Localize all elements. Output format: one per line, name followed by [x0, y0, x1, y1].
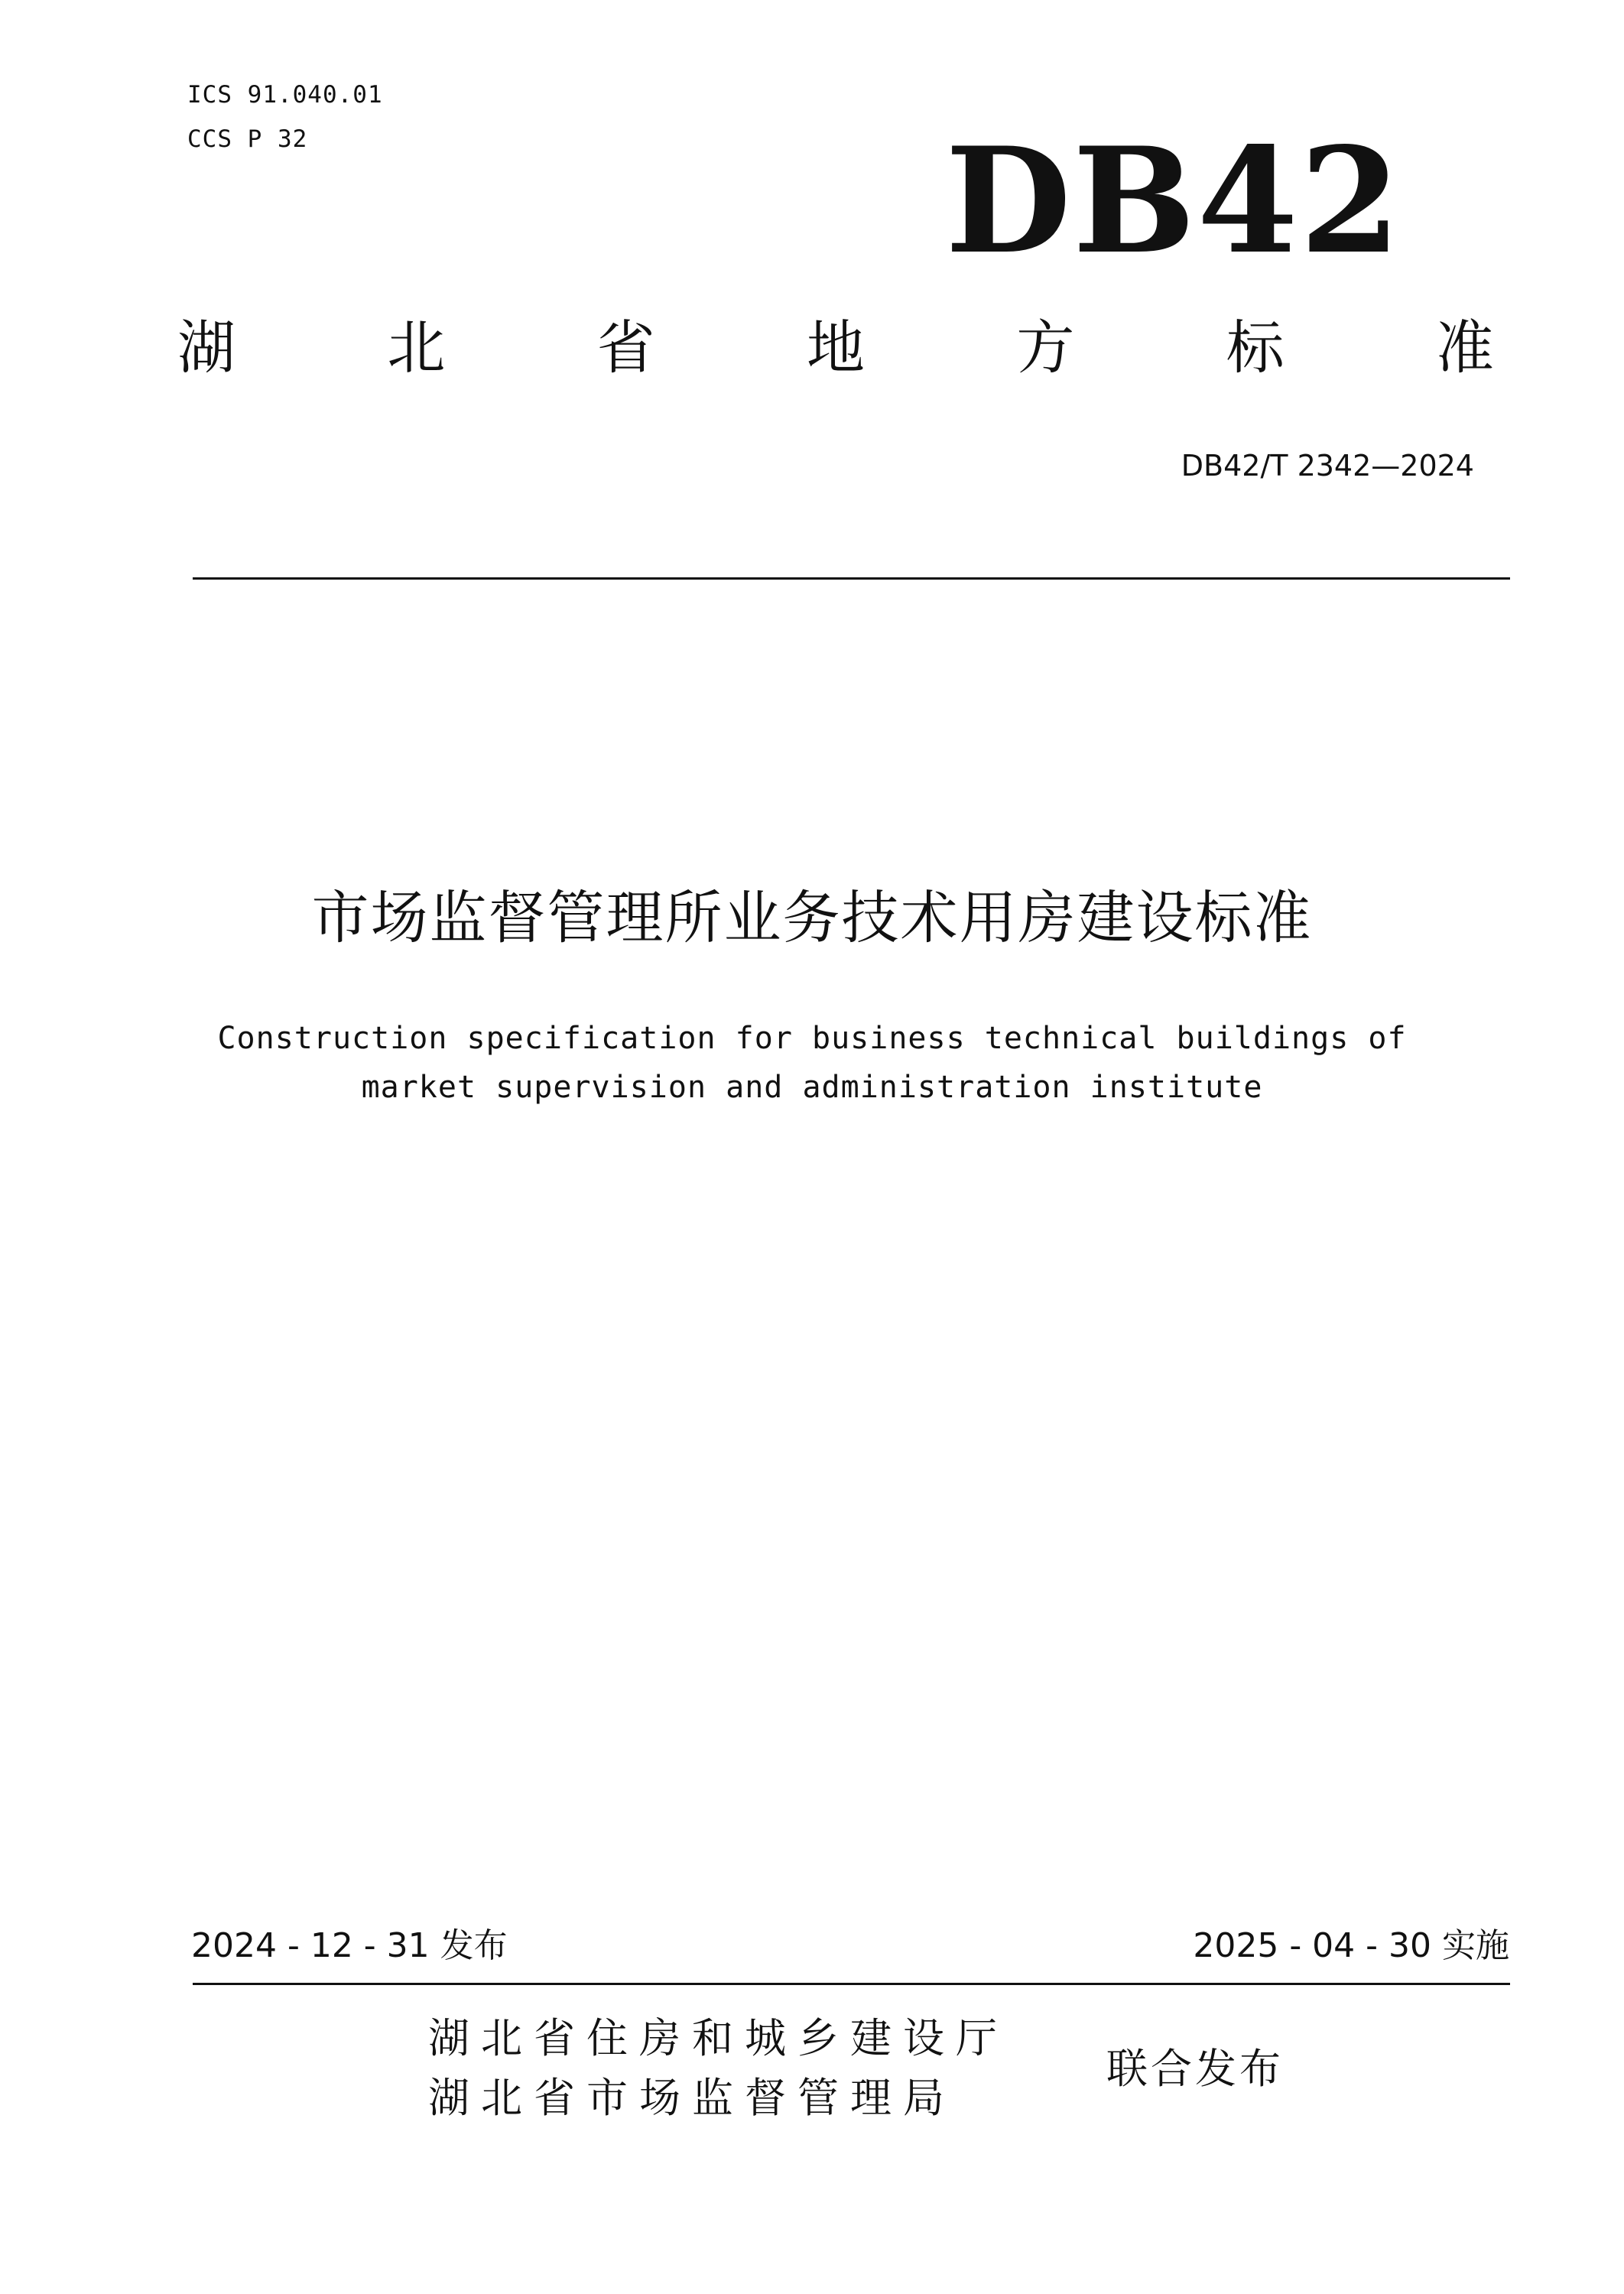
standard-type-heading: [177, 310, 1494, 386]
standard-type-char: 北: [387, 314, 446, 382]
standard-type-char: 湖: [177, 314, 235, 382]
db42-logo: DB42: [945, 115, 1402, 286]
implementation-date: 2025 - 04 - 30 实施: [1193, 1926, 1509, 1965]
bottom-divider: [193, 1983, 1510, 1985]
standard-number: DB42/T 2342—2024: [1181, 449, 1474, 483]
ccs-code: CCS P 32: [187, 125, 308, 153]
standard-type-char: 方: [1016, 314, 1075, 382]
standard-type-char: 准: [1435, 314, 1494, 382]
joint-issue-label: 联合发布: [1106, 2045, 1284, 2093]
ics-code: ICS 91.040.01: [187, 81, 383, 109]
top-divider: [193, 577, 1510, 580]
english-title-line: Construction specification for business technical buildings of: [217, 1021, 1407, 1056]
issue-date: 2024 - 12 - 31 发布: [191, 1926, 508, 1965]
document-title-english: [0, 1014, 1624, 1112]
document-title-chinese: 市场监督管理所业务技术用房建设标准: [311, 884, 1313, 951]
issuer-housing-department: 湖北省住房和城乡建设厅: [428, 2014, 1009, 2062]
issuer-market-supervision-bureau: 湖北省市场监督管理局: [428, 2074, 956, 2122]
standard-type-char: 地: [806, 314, 865, 382]
standard-type-char: 省: [596, 314, 655, 382]
english-title-line: market supervision and administration institute: [361, 1070, 1263, 1105]
standard-type-char: 标: [1226, 314, 1285, 382]
